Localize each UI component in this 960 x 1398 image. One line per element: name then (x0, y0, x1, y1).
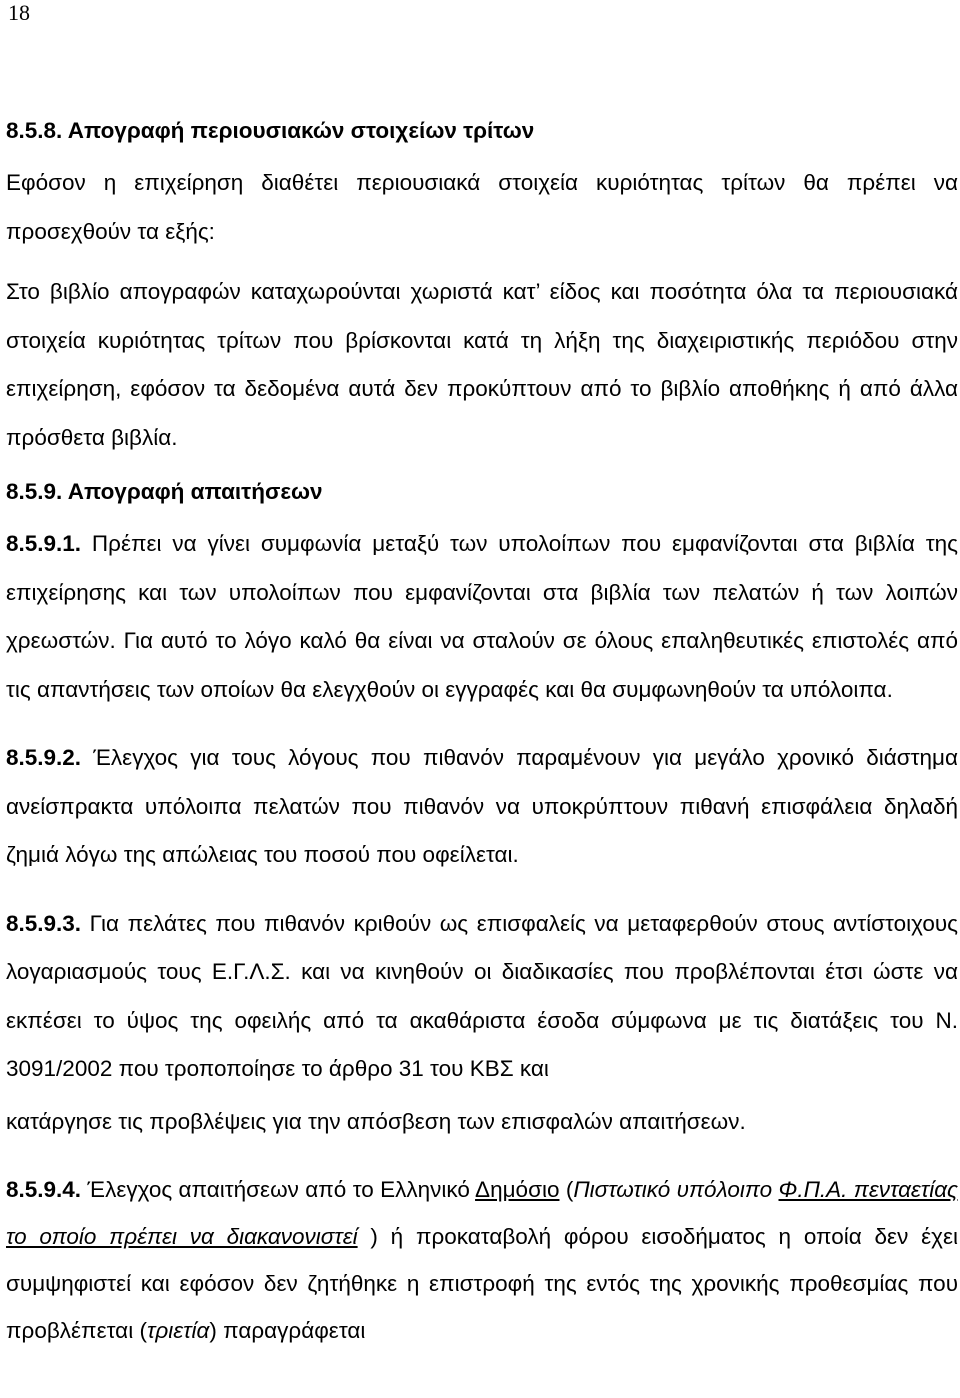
item-text: Πρέπει να γίνει συμφωνία μεταξύ των υπολοίπων που εμφανίζονται στα βιβλία της επιχείρησης και των υπολοίπων που εμφανίζονται στα βιβλία των πελατών ή των λοιπών χρεωστών. Για αυτό το λόγο καλό θα είναι να σταλούν σε όλους επαληθευτικές επιστολές από τις απαντήσεις των οποίων θα ελεγχθούν οι εγγραφές και θα συμφωνηθούν τα υπόλοιπα. (6, 531, 958, 702)
section-heading-8-5-9 (6, 476, 958, 508)
paragraph-third-party-assets-intro: Εφόσον η επιχείρηση διαθέτει περιουσιακά στοιχεία κυριότητας τρίτων θα πρέπει να προσεχθούν τα εξής: (6, 170, 958, 244)
paragraph-8-5-9-3 (6, 900, 958, 1094)
document-body (6, 115, 958, 1354)
paragraph-8-5-9-3-continued: κατάργησε τις προβλέψεις για την απόσβεση των επισφαλών απαιτήσεων. (6, 1108, 746, 1134)
paragraph-third-party-assets-body: Στο βιβλίο απογραφών καταχωρούνται χωριστά κατ’ είδος και ποσότητα όλα τα περιουσιακά στοιχεία κυριότητας τρίτων που βρίσκονται κατά τη λήξη της διαχειριστικής περιόδου στην επιχείρηση, εφόσον τα δεδομένα αυτά δεν προκύπτουν από το βιβλίο αποθήκης ή από άλλα πρόσθετα βιβλία. (6, 279, 958, 450)
section-title: Απογραφή περιουσιακών στοιχείων τρίτων (67, 118, 535, 143)
paragraph-8-5-9-2 (6, 734, 958, 880)
item-number: 8.5.9.3. (6, 910, 82, 936)
paragraph-8-5-9-1 (6, 520, 958, 714)
item-text-dimosio: Δημόσιο (475, 1177, 560, 1202)
item-italic-3: τριετία (146, 1318, 210, 1343)
item-italic-1: Πιστωτικό υπόλοιπο (573, 1177, 773, 1202)
item-text-c: ) ή προκαταβολή φόρου εισοδήματος η οποία δεν έχει συμψηφιστεί και εφόσον δεν ζητήθηκε η επιστροφή της εντός της χρονικής προθεσμίας που προβλέπεται ( (6, 1224, 958, 1343)
item-number: 8.5.9.4. (6, 1177, 82, 1202)
section-heading-8-5-8 (6, 115, 958, 147)
item-italic-2: Φ.Π.Α. πενταετίας το οποίο πρέπει να διακανονιστεί (6, 1177, 958, 1249)
section-number: 8.5.9. (6, 479, 63, 504)
paragraph-8-5-9-4 (6, 1166, 958, 1354)
item-number: 8.5.9.2. (6, 745, 82, 770)
item-text-a: Έλεγχος απαιτήσεων από το Ελληνικό (81, 1177, 476, 1202)
item-text-d: ) παραγράφεται (209, 1318, 366, 1343)
item-text: Για πελάτες που πιθανόν κριθούν ως επισφαλείς να μεταφερθούν στους αντίστοιχους λογαριασμούς τους Ε.Γ.Λ.Σ. και να κινηθούν οι διαδικασίες που προβλέπονται έτσι ώστε να εκπέσει το ύψος της οφειλής από τα ακαθάριστα έσοδα σύμφωνα με τις διατάξεις του Ν. 3091/2002 που τροποποίησε το άρθρο 31 του ΚΒΣ και (6, 910, 958, 1081)
item-text-b: ( (559, 1177, 574, 1202)
page-number: 18 (8, 0, 30, 25)
section-title: Απογραφή απαιτήσεων (67, 479, 323, 504)
item-number: 8.5.9.1. (6, 531, 82, 556)
section-number: 8.5.8. (6, 118, 63, 143)
item-text: Έλεγχος για τους λόγους που πιθανόν παραμένουν για μεγάλο χρονικό διάστημα ανείσπρακτα υπόλοιπα πελατών που πιθανόν να υποκρύπτουν πιθανή επισφάλεια δηλαδή ζημιά λόγω της απώλειας του ποσού που οφείλεται. (6, 745, 958, 867)
